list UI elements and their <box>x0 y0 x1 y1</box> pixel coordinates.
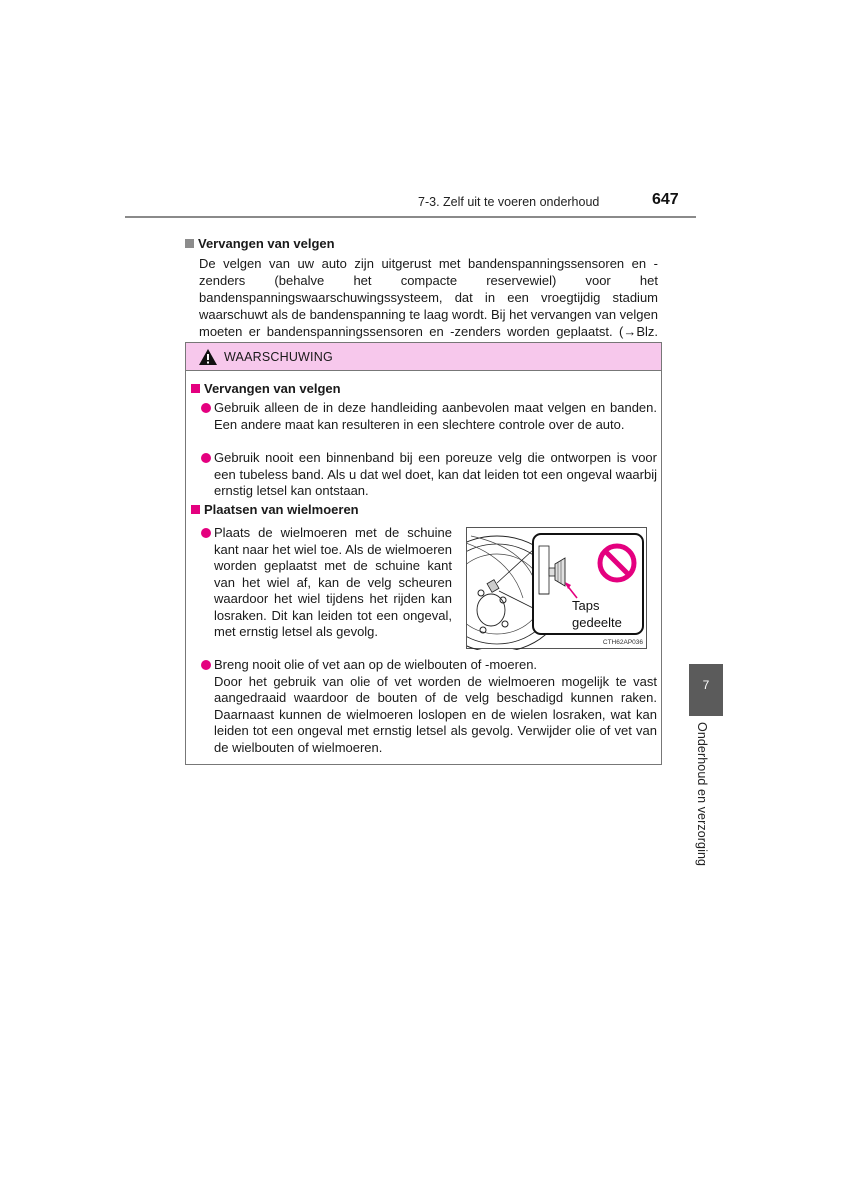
warning-subheading-rims <box>191 381 341 396</box>
warning-subheading-rims-text: Vervangen van velgen <box>204 381 341 396</box>
bullet-dot-icon <box>201 453 211 463</box>
bullet-text: Gebruik nooit een binnenband bij een poreuze velg die ontworpen is voor een tubeless band. Als u dat wel doet, kan dat leiden tot een ongeval waarbij ernstig letsel kan ontstaan. <box>214 450 657 498</box>
warning-title: WAARSCHUWING <box>224 349 333 364</box>
pink-square-icon <box>191 505 200 514</box>
page-number: 647 <box>652 191 679 208</box>
illustration-label-line1: Taps <box>572 598 600 613</box>
section-intro: De velgen van uw auto zijn uitgerust met bandenspanningssensoren en -zenders (behalve het compacte reservewiel) voor het bandenspanningswaarschuwingssysteem, dat in een vroegtijdig stadium waarschuwt als de bandenspanning te laag wordt. Bij het vervangen van velgen moeten er bandenspanningssensoren en -zenders worden geplaatst. (→Blz. <box>199 256 658 339</box>
illustration-code: CTH62AP036 <box>602 639 643 646</box>
bullet-dot-icon <box>201 403 211 413</box>
warning-header <box>186 343 661 371</box>
chapter-title: Onderhoud en verzorging <box>695 722 709 867</box>
pink-square-icon <box>191 384 200 393</box>
section-title: 7-3. Zelf uit te voeren onderhoud <box>418 195 600 209</box>
header-divider <box>125 216 696 218</box>
bullet-dot-icon <box>201 528 211 538</box>
warning-subheading-nuts-text: Plaatsen van wielmoeren <box>204 502 359 517</box>
bullet-text: Gebruik alleen de in deze handleiding aanbevolen maat velgen en banden. Een andere maat kan resulteren in een slechtere controle over de auto. <box>214 400 657 432</box>
warning-subheading-nuts <box>191 502 359 517</box>
gray-square-icon <box>185 239 194 248</box>
wheel-drawing <box>467 528 648 650</box>
warning-bullet-nut-placement <box>214 525 452 641</box>
bullet-dot-icon <box>201 660 211 670</box>
warning-bullet-oil <box>214 657 657 756</box>
section-heading <box>185 236 335 251</box>
bullet-title-text: Breng nooit olie of vet aan op de wielbouten of -moeren. <box>214 657 538 672</box>
illustration-label-line2: gedeelte <box>572 615 622 630</box>
wheel-nut-illustration <box>466 527 647 649</box>
warning-bullet-rim-size <box>214 400 657 433</box>
section-heading-text: Vervangen van velgen <box>198 236 335 251</box>
chapter-number: 7 <box>702 678 710 692</box>
warning-bullet-inner-tube <box>214 450 657 500</box>
bullet-text: Plaats de wielmoeren met de schuine kant naar het wiel toe. Als de wielmoeren worden geplaatst met de schuine kant van het wiel af, kan de velg scheuren waardoor het wiel tijdens het rijden kan losraken. Dit kan leiden tot een ongeval, met ernstig letsel als gevolg. <box>214 525 452 639</box>
chapter-tab <box>689 664 723 716</box>
warning-triangle-icon <box>198 348 218 366</box>
warning-box <box>185 342 662 765</box>
bullet-body-text: Door het gebruik van olie of vet worden de wielmoeren mogelijk te vast aangedraaid waardoor de bouten of de velg beschadigd kunnen raken. Daarnaast kunnen de wielmoeren loslopen en de wielen losraken, wat kan leiden tot een ongeval met ernstig letsel als gevolg. Verwijder olie of vet van de wielbouten of wielmoeren. <box>214 673 657 755</box>
